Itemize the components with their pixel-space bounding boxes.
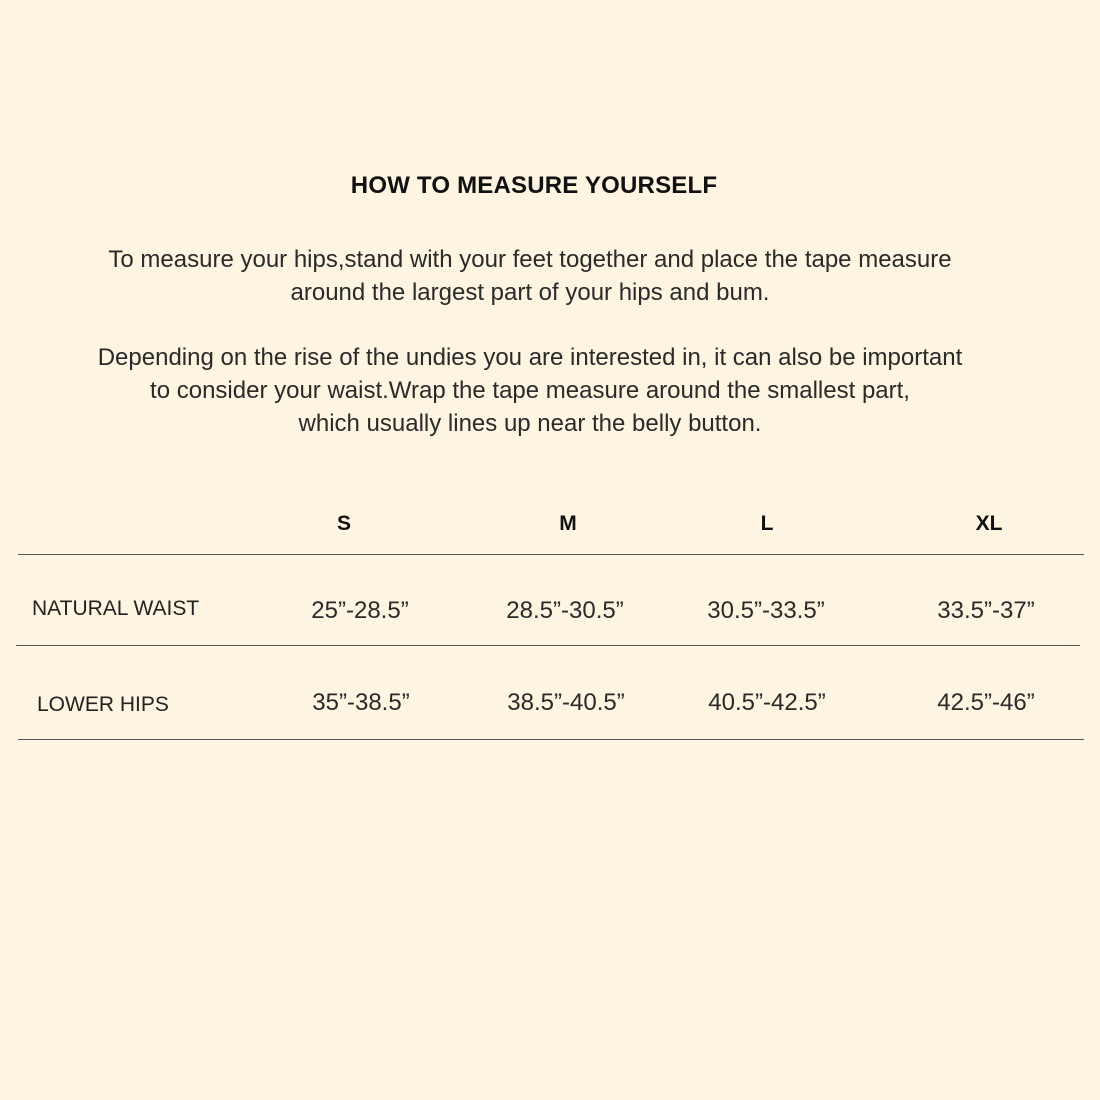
size-header-s: S	[336, 512, 352, 535]
text-line: To measure your hips,stand with your feet together and place the tape measure	[108, 246, 952, 273]
table-cell: 38.5”-40.5”	[507, 689, 625, 716]
size-header-m: M	[559, 512, 577, 535]
table-cell: 33.5”-37”	[937, 597, 1035, 624]
page-title: HOW TO MEASURE YOURSELF	[350, 172, 718, 199]
table-divider	[16, 645, 1080, 646]
table-cell: 25”-28.5”	[311, 597, 409, 624]
text-line: to consider your waist.Wrap the tape measure around the smallest part,	[150, 377, 910, 404]
table-cell: 42.5”-46”	[937, 689, 1035, 716]
row-label-natural-waist: NATURAL WAIST	[32, 597, 200, 620]
table-divider	[18, 554, 1084, 555]
table-cell: 40.5”-42.5”	[708, 689, 826, 716]
waist-instructions	[0, 341, 1060, 440]
size-header-xl: XL	[975, 512, 1003, 535]
table-cell: 35”-38.5”	[312, 689, 410, 716]
text-line: which usually lines up near the belly button.	[298, 410, 762, 437]
table-divider	[18, 739, 1084, 740]
row-label-lower-hips: LOWER HIPS	[37, 693, 169, 716]
table-cell: 30.5”-33.5”	[707, 597, 825, 624]
table-cell: 28.5”-30.5”	[506, 597, 624, 624]
size-header-l: L	[760, 512, 774, 535]
text-line: around the largest part of your hips and bum.	[290, 279, 770, 306]
text-line: Depending on the rise of the undies you are interested in, it can also be important	[97, 344, 963, 371]
hips-instructions	[0, 243, 1060, 309]
